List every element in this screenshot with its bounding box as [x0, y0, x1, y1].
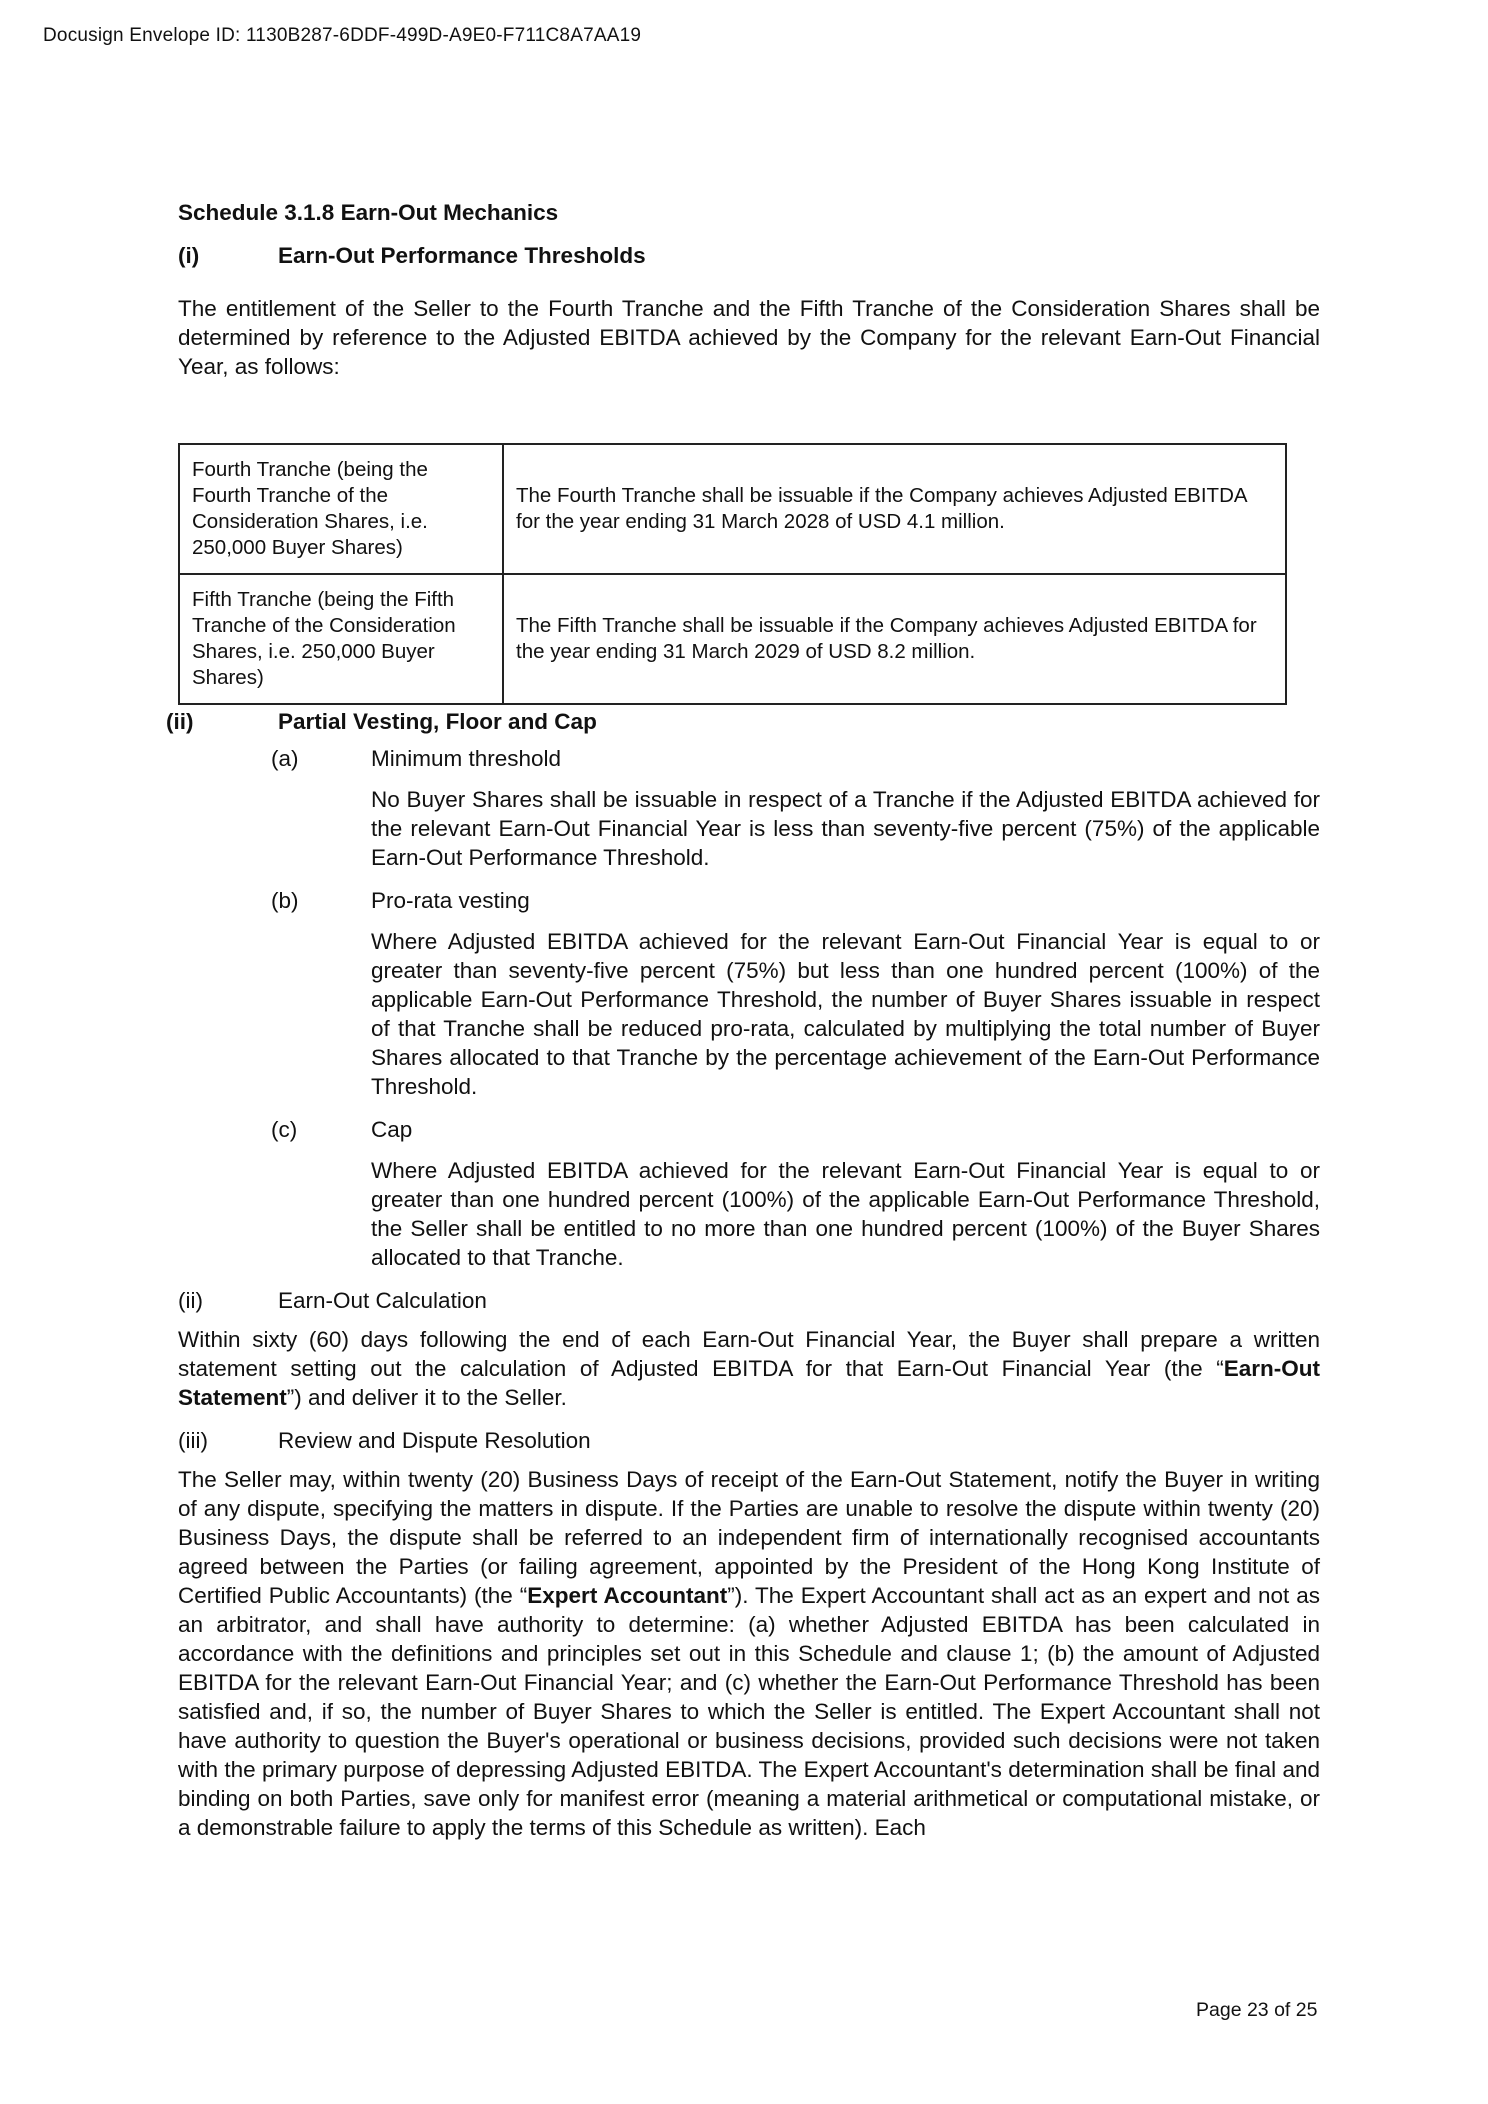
document-body	[166, 198, 1320, 1842]
text-run: Within sixty (60) days following the end of each Earn-Out Financial Year, the Buyer shall prepare a written statement setting out the calculation of Adjusted EBITDA for that Earn-Out Financial Year (the “	[178, 1327, 1320, 1381]
envelope-id: Docusign Envelope ID: 1130B287-6DDF-499D-A9E0-F711C8A7AA19	[43, 25, 642, 46]
subsection-a	[178, 744, 1320, 773]
section-number: (ii)	[178, 1288, 203, 1313]
section-title: Earn-Out Performance Thresholds	[278, 243, 646, 268]
section-heading-i	[178, 241, 1320, 270]
review-paragraph	[178, 1465, 1320, 1842]
subsection-c	[178, 1115, 1320, 1144]
section-heading-ii	[166, 707, 1320, 736]
table-row	[179, 444, 1286, 574]
subsection-text: Where Adjusted EBITDA achieved for the relevant Earn-Out Financial Year is equal to or greater than one hundred percent (100%) of the applicable Earn-Out Performance Threshold, the Seller shall be entitled to no more than one hundred percent (100%) of the Buyer Shares allocated to that Tranche.	[371, 1158, 1320, 1270]
subsection-title: Pro-rata vesting	[371, 888, 530, 913]
subsection-letter: (c)	[271, 1117, 298, 1142]
schedule-title: Schedule 3.1.8 Earn-Out Mechanics	[178, 200, 559, 225]
subsection-title: Minimum threshold	[371, 746, 562, 771]
page-number: Page 23 of 25	[1196, 1999, 1318, 2021]
subsection-b	[178, 886, 1320, 915]
section-title: Partial Vesting, Floor and Cap	[278, 709, 597, 734]
table-row	[179, 574, 1286, 704]
tranche-condition: The Fourth Tranche shall be issuable if the Company achieves Adjusted EBITDA for the year ending 31 March 2028 of USD 4.1 million.	[503, 444, 1286, 574]
defined-term: Expert Accountant	[527, 1583, 728, 1608]
section-title: Review and Dispute Resolution	[278, 1428, 591, 1453]
subsection-text: Where Adjusted EBITDA achieved for the relevant Earn-Out Financial Year is equal to or greater than seventy-five percent (75%) but less than one hundred percent (100%) of the applicable Earn-Out Performance Threshold, the number of Buyer Shares issuable in respect of that Tranche shall be reduced pro-rata, calculated by multiplying the total number of Buyer Shares allocated to that Tranche by the percentage achievement of the Earn-Out Performance Threshold.	[371, 929, 1320, 1099]
section-number: (i)	[178, 243, 200, 268]
intro-paragraph: The entitlement of the Seller to the Fourth Tranche and the Fifth Tranche of the Consideration Shares shall be determined by reference to the Adjusted EBITDA achieved by the Company for the relevant Earn-Out Financial Year, as follows:	[178, 296, 1320, 379]
section-heading-calc	[178, 1286, 1320, 1315]
text-run: ”) and deliver it to the Seller.	[286, 1385, 567, 1410]
section-heading-iii	[178, 1426, 1320, 1455]
text-run: The Seller may, within twenty (20) Business Days of receipt of the Earn-Out Statement, notify the Buyer in writing of any dispute, specifying the matters in dispute. If the Parties are unable to resolve the dispute within twenty (20) Business Days, the dispute shall be referred to an independent firm of internationally recognised accountants agreed between the Parties (or failing agreement, appointed by the President of the Hong Kong Institute of Certified Public Accountants) (the “	[178, 1467, 1320, 1608]
text-run: ”). The Expert Accountant shall act as an expert and not as an arbitrator, and shall have authority to determine: (a) whether Adjusted EBITDA has been calculated in accordance with the definitions and principles set out in this Schedule and clause 1; (b) the amount of Adjusted EBITDA for the relevant Earn-Out Financial Year; and (c) whether the Earn-Out Performance Threshold has been satisfied and, if so, the number of Buyer Shares to which the Seller is entitled. The Expert Accountant shall not have authority to question the Buyer's operational or business decisions, provided such decisions were not taken with the primary purpose of depressing Adjusted EBITDA. The Expert Accountant's determination shall be final and binding on both Parties, save only for manifest error (meaning a material arithmetical or computational mistake, or a demonstrable failure to apply the terms of this Schedule as written). Each	[178, 1583, 1320, 1840]
subsection-letter: (b)	[271, 888, 299, 913]
tranche-table	[178, 443, 1287, 705]
defined-term: Earn-Out Statement	[178, 1356, 1320, 1410]
tranche-condition: The Fifth Tranche shall be issuable if the Company achieves Adjusted EBITDA for the year ending 31 March 2029 of USD 8.2 million.	[503, 574, 1286, 704]
calculation-paragraph	[178, 1325, 1320, 1412]
subsection-letter: (a)	[271, 746, 299, 771]
tranche-label: Fourth Tranche (being the Fourth Tranche of the Consideration Shares, i.e. 250,000 Buyer Shares)	[179, 444, 503, 574]
tranche-label: Fifth Tranche (being the Fifth Tranche of the Consideration Shares, i.e. 250,000 Buyer Shares)	[179, 574, 503, 704]
subsection-title: Cap	[371, 1117, 413, 1142]
section-number: (iii)	[178, 1428, 208, 1453]
subsection-text: No Buyer Shares shall be issuable in respect of a Tranche if the Adjusted EBITDA achieved for the relevant Earn-Out Financial Year is less than seventy-five percent (75%) of the applicable Earn-Out Performance Threshold.	[371, 787, 1320, 870]
section-number: (ii)	[166, 709, 194, 734]
section-title: Earn-Out Calculation	[278, 1288, 487, 1313]
